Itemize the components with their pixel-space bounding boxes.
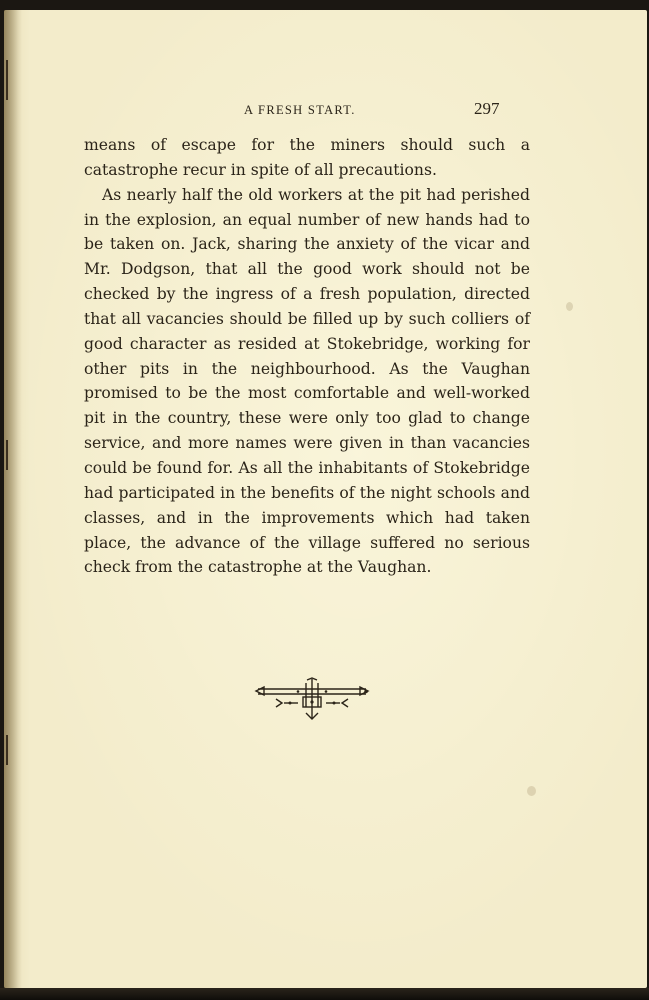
page-number: 297	[474, 99, 500, 118]
printers-ornament-icon	[254, 677, 370, 721]
gutter-mark	[6, 735, 8, 765]
paper-spot	[566, 302, 573, 311]
paragraph: As nearly half the old workers at the pit had perished in the explosion, an equal number of new hands had to be taken on. Jack, sharing the anxiety of the vicar and Mr. Dodgson, that all the good work should not be checked by the ingress of a fresh population, directed that all vacancies should be filled up by such colliers of good character as resided at Stokebridge, working for other pits in the neighbourhood. As the Vaughan promised to be the most comfortable and well-worked pit in the country, these were only too glad to change service, and more names were given in than vacancies could be found for. As all the inhabitants of Stokebridge had participated in the benefits of the night schools and classes, and in the improvements which had taken place, the advance of the village suffered no serious check from the catastrophe at the Vaughan.	[84, 185, 530, 577]
paper-spot	[527, 786, 536, 796]
spine-shadow	[4, 10, 22, 988]
gutter-mark	[6, 440, 8, 470]
body-text	[84, 133, 530, 580]
gutter-mark	[6, 60, 8, 100]
running-head	[0, 99, 649, 121]
running-title: A FRESH START.	[244, 103, 356, 117]
book-bottom-edge	[0, 988, 649, 1000]
paragraph-continuation: means of escape for the miners should such a catastrophe recur in spite of all precautions.	[84, 136, 530, 179]
